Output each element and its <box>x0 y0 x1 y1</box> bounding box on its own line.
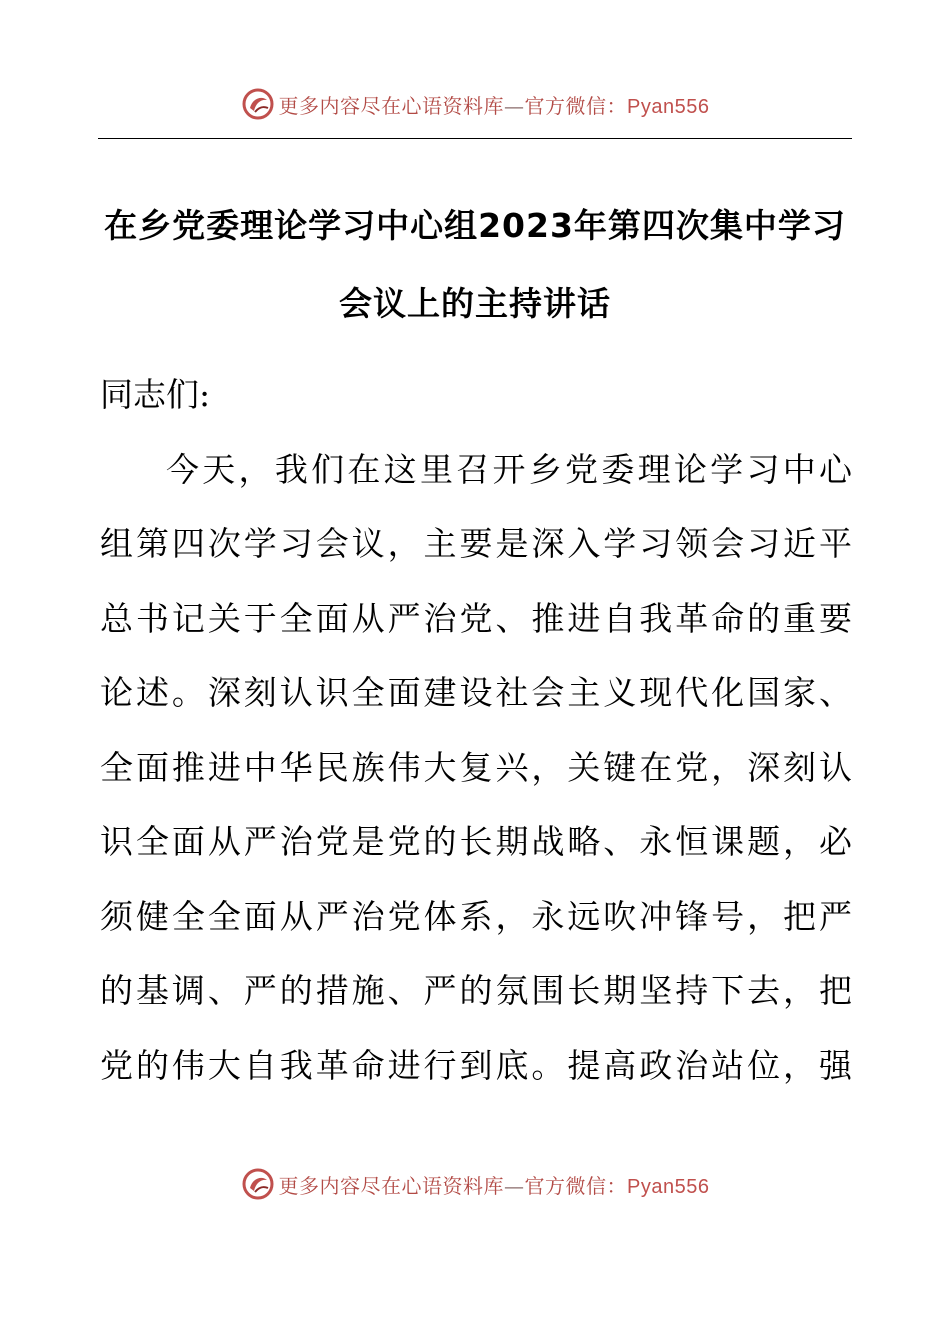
banner-tail-text: 官方微信： <box>524 93 628 118</box>
body-line <box>100 964 852 1039</box>
salutation <box>100 368 852 443</box>
banner-wechat-id: Pyan556 <box>627 95 710 118</box>
salutation-text: 同志们: <box>100 375 211 414</box>
body-line-text: 须健全全面从严治党体系，永远吹冲锋号，把严 <box>100 896 852 936</box>
body-line <box>100 815 852 890</box>
banner-text <box>279 90 710 119</box>
banner-text <box>279 1170 710 1199</box>
body-line <box>100 443 852 518</box>
header-banner <box>0 84 950 124</box>
banner-wechat-id: Pyan556 <box>627 1175 710 1198</box>
red-swirl-logo-icon <box>241 87 275 121</box>
body-line-text: 组第四次学习会议，主要是深入学习领会习近平 <box>100 524 852 563</box>
header-rule <box>98 138 852 139</box>
footer-banner <box>0 1164 950 1204</box>
document-title-line-1: 在乡党委理论学习中心组2023年第四次集中学习 <box>104 206 846 245</box>
body-line-text: 总书记关于全面从严治党、推进自我革命的重要 <box>100 598 852 638</box>
red-swirl-logo-icon <box>241 1167 275 1201</box>
banner-separator: — <box>504 1173 525 1198</box>
document-title-line-2: 会议上的主持讲话 <box>339 284 611 323</box>
body-line-text: 全面推进中华民族伟大复兴，关键在党，深刻认 <box>100 747 852 787</box>
banner-main-text: 更多内容尽在心语资料库 <box>278 1173 505 1198</box>
body-line <box>100 1039 852 1114</box>
body-line <box>100 741 852 816</box>
banner-separator: — <box>504 93 525 118</box>
body-line <box>100 890 852 965</box>
body-line-text: 论述。深刻认识全面建设社会主义现代化国家、 <box>100 673 852 712</box>
body-line-text: 今天，我们在这里召开乡党委理论学习中心 <box>166 449 852 489</box>
body-line-text: 识全面从严治党是党的长期战略、永恒课题，必 <box>100 822 852 861</box>
body-line <box>100 517 852 592</box>
banner-tail-text: 官方微信： <box>524 1173 628 1198</box>
banner-main-text: 更多内容尽在心语资料库 <box>278 93 505 118</box>
document-body <box>100 368 852 1113</box>
body-line <box>100 592 852 667</box>
body-line-text: 的基调、严的措施、严的氛围长期坚持下去，把 <box>100 971 852 1010</box>
body-line-text: 党的伟大自我革命进行到底。提高政治站位，强 <box>100 1045 852 1085</box>
body-line <box>100 666 852 741</box>
